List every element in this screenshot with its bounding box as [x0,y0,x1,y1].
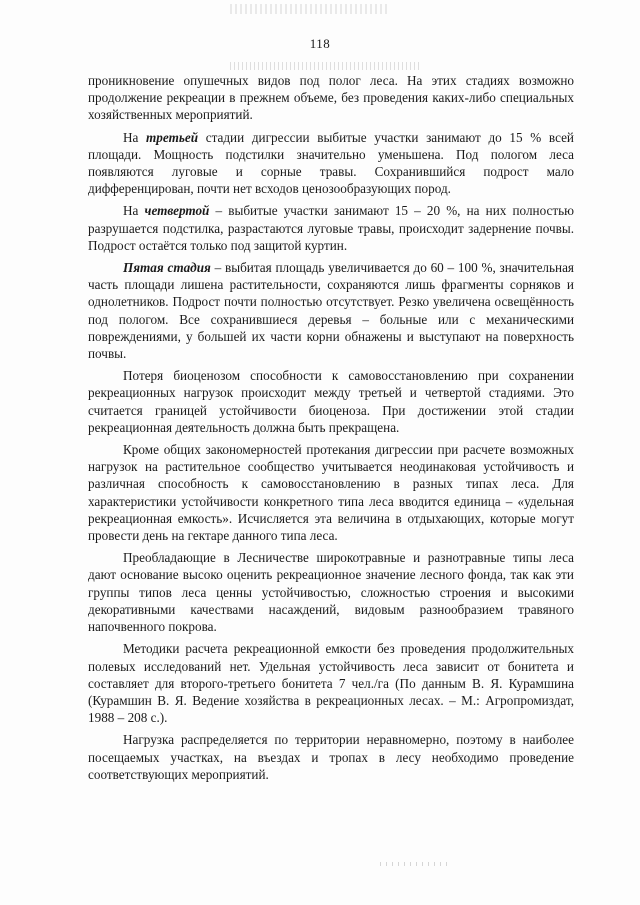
paragraph-text: Кроме общих закономерностей протекания дигрессии при расчете возможных нагрузок на растительное сообщество учитывается неодинаковая устойчивость и различная способность к самовосстановлению в разных типах леса. Для характеристики устойчивости конкретного типа леса вводится единица – «удельная рекреационная емкость». Исчисляется эта величина в отдыхающих, которые могут провести день на гектаре данного типа леса. [88,442,574,544]
paragraph-text: проникновение опушечных видов под полог леса. На этих стадиях возможно продолжение рекреации в прежнем объеме, без проведения каких-либо специальных хозяйственных мероприятий. [88,73,574,123]
paragraph [88,202,574,254]
emphasized-term: Пятая стадия [123,260,211,276]
paragraph-text: Нагрузка распределяется по территории неравномерно, поэтому в наиболее посещаемых участках, на въездах и тропах в лесу необходимо проведение соответствующих мероприятий. [88,732,574,782]
scan-artifact [230,4,390,14]
paragraph-text: Преобладающие в Лесничестве широкотравные и разнотравные типы леса дают основание высоко оценить рекреационное значение лесного фонда, так как эти группы типов леса ценны устойчивостью, сложностью строения и высокими декоративными качествами насаждений, видовым разнообразием травяного напочвенного покрова. [88,550,574,635]
paragraph-text: На [123,203,145,219]
page-number: 118 [309,36,331,51]
paragraph [88,129,574,198]
paragraph [88,72,574,124]
body-text [88,72,574,788]
paragraph-text: – выбитые участки занимают 15 – 20 %, на них полностью разрушается подстилка, разрастаются луговые травы, происходит задернение почвы. Подрост остаётся только под защитой куртин. [88,203,574,253]
emphasized-term: третьей [146,129,199,145]
paragraph [88,259,574,362]
scan-artifact [230,62,420,70]
paragraph [88,731,574,783]
paragraph-text: – выбитая площадь увеличивается до 60 – 100 %, значительная часть площади лишена растительности, сохраняются лишь фрагменты сорняков и однолетников. Подрост почти полностью отсутствует. Резко увеличена освещённость под пологом. Все сохранившиеся деревья – больные или с механическими повреждениями, у большей их части корни обнажены и выступают на поверхность почвы. [88,260,574,362]
paragraph [88,367,574,436]
paragraph-text: Потеря биоценозом способности к самовосстановлению при сохранении рекреационных нагрузок происходит между третьей и четвертой стадиями. Это считается границей устойчивости биоценоза. При достижении этой стадии рекреационная деятельность должна быть прекращена. [88,368,574,435]
emphasized-term: четвертой [144,203,210,219]
paragraph-text: На [123,129,147,145]
paragraph [88,549,574,635]
paragraph [88,441,574,544]
paragraph-text: Методики расчета рекреационной емкости без проведения продолжительных полевых исследований нет. Удельная устойчивость леса зависит от бонитета и составляет для второго-третьего бонитета 7 чел./га (По данным В. Я. Курамшина (Курамшин В. Я. Ведение хозяйства в рекреационных лесах. – М.: Агропромиздат, 1988 – 208 с.). [88,641,574,726]
paragraph-text: стадии дигрессии выбитые участки занимают до 15 % всей площади. Мощность подстилки значительно уменьшена. Под пологом леса появляются луговые и сорные травы. Сохранившийся подрост мало дифференцирован, почти нет всходов ценозообразующих пород. [88,129,574,197]
scan-artifact [380,862,450,866]
paragraph [88,640,574,726]
